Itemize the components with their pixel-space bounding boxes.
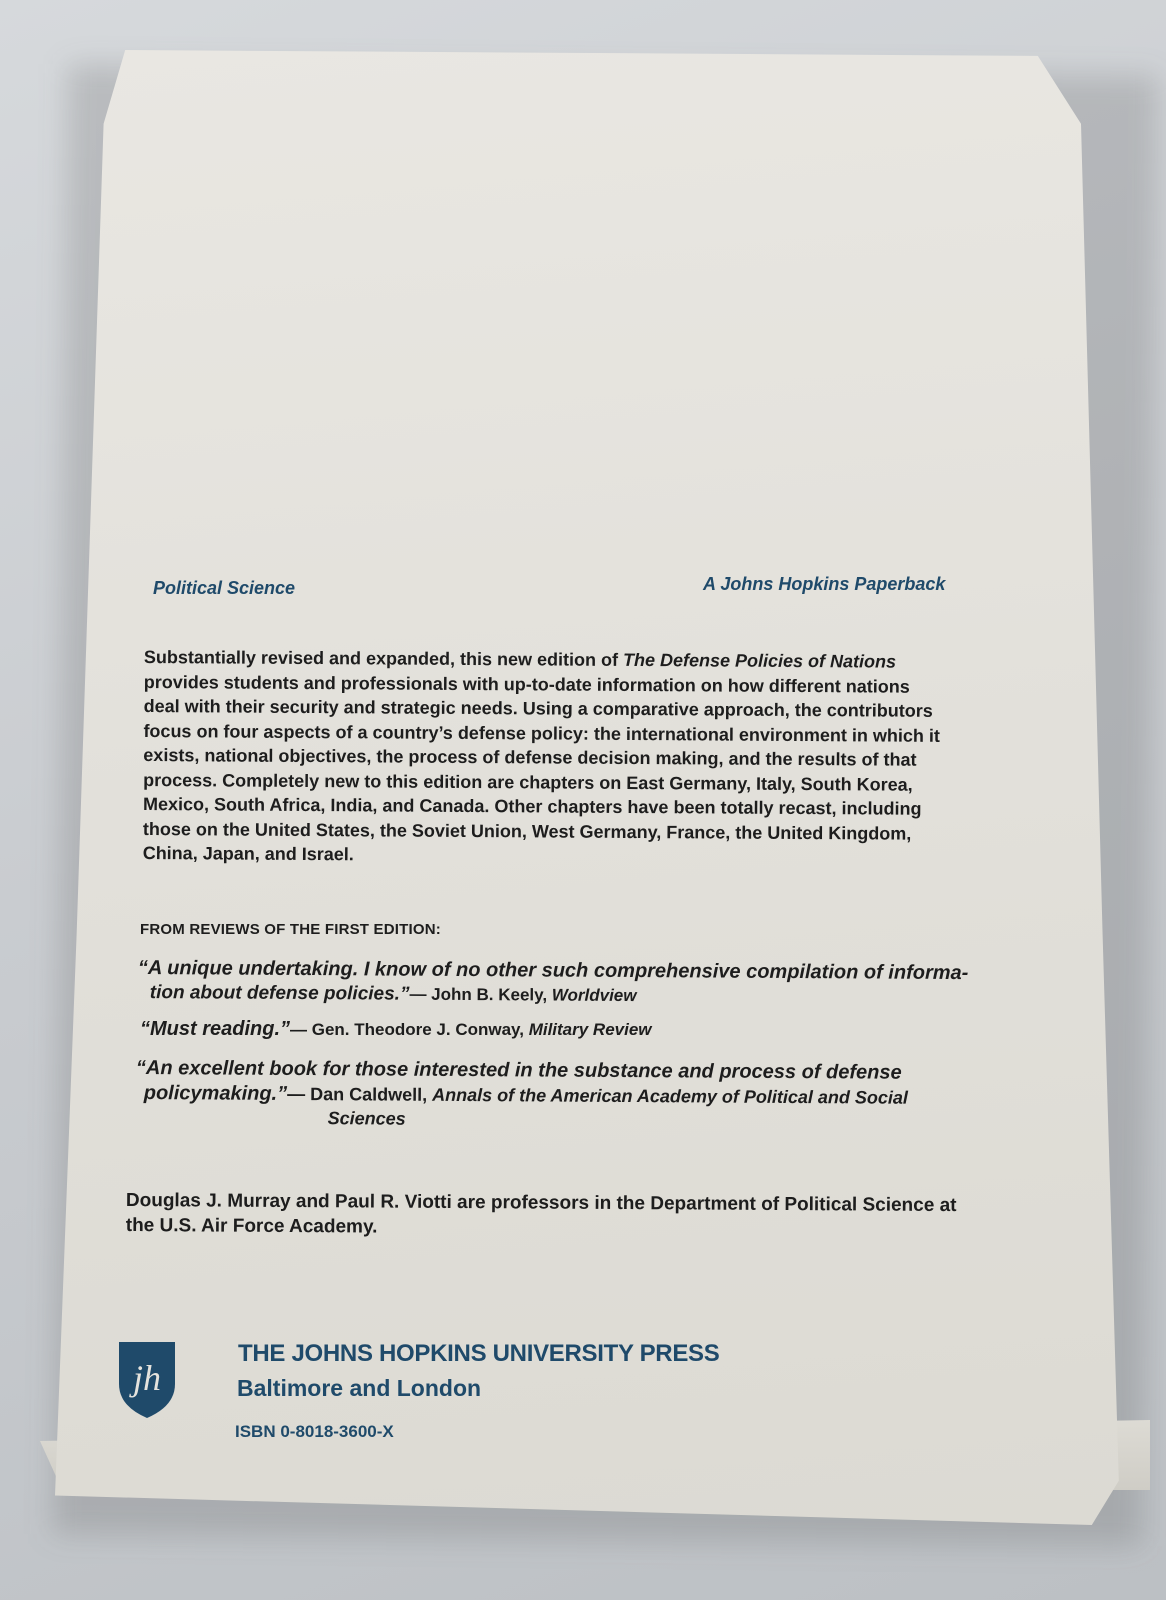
publisher-city: Baltimore and London [237, 1375, 482, 1401]
description-line: those on the United States, the Soviet Union, West Germany, France, the United Kingdom, [142, 818, 912, 844]
publisher-name: THE JOHNS HOPKINS UNIVERSITY PRESS [238, 1340, 720, 1367]
description-line: exists, national objectives, the process of defense decision making, and the results of that [143, 744, 917, 770]
review-quote [140, 1018, 652, 1041]
review-source: Military Review [528, 1020, 652, 1039]
author-bio [126, 1188, 957, 1243]
reviews-heading: FROM REVIEWS OF THE FIRST EDITION: [140, 921, 441, 938]
review-text: “An excellent book for those interested in the substance and process of defense [135, 1057, 902, 1084]
review-attribution: — Dan Caldwell, [287, 1083, 433, 1105]
description-line: focus on four aspects of a country’s defense policy: the international environment in which it [143, 720, 940, 746]
description-line: deal with their security and strategic needs. Using a comparative approach, the contributors [143, 695, 933, 721]
author-bio-line: the U.S. Air Force Academy. [125, 1214, 378, 1238]
review-quote [136, 1057, 909, 1133]
review-attribution: — Gen. Theodore J. Conway, [290, 1020, 529, 1039]
review-source-continued: Sciences [327, 1108, 406, 1129]
review-text: “Must reading.” [140, 1018, 291, 1040]
review-text: tion about defense policies.” [149, 982, 410, 1005]
review-source: Annals of the American Academy of Political and Social [432, 1084, 909, 1108]
description-line: provides students and professionals with up-to-date information on how different nations [143, 671, 910, 697]
description-line: process. Completely new to this edition are chapters on East Germany, Italy, South Korea, [143, 769, 913, 795]
description-line-1: Substantially revised and expanded, this new edition of The Defense Policies of Nations [143, 646, 897, 672]
review-text: policymaking.” [143, 1082, 288, 1105]
review-text: “A unique undertaking. I know of no other such comprehensive compilation of informa- [137, 957, 969, 985]
book-title: The Defense Policies of Nations [622, 649, 897, 672]
logo-monogram: jh [132, 1358, 162, 1398]
review-quote [138, 957, 969, 1009]
description-line: China, Japan, and Israel. [142, 842, 354, 865]
category-label: Political Science [153, 578, 296, 598]
jhu-press-shield-logo [117, 1340, 177, 1420]
description-line: Mexico, South Africa, India, and Canada. Other chapters have been totally recast, including [142, 793, 922, 819]
review-attribution: — John B. Keely, [409, 984, 552, 1005]
review-source: Worldview [551, 985, 637, 1006]
book-description [143, 645, 1004, 871]
isbn-number: ISBN 0-8018-3600-X [235, 1422, 394, 1441]
author-bio-line: Douglas J. Murray and Paul R. Viotti are professors in the Department of Political Science at [125, 1190, 957, 1217]
series-label: A Johns Hopkins Paperback [703, 574, 946, 594]
